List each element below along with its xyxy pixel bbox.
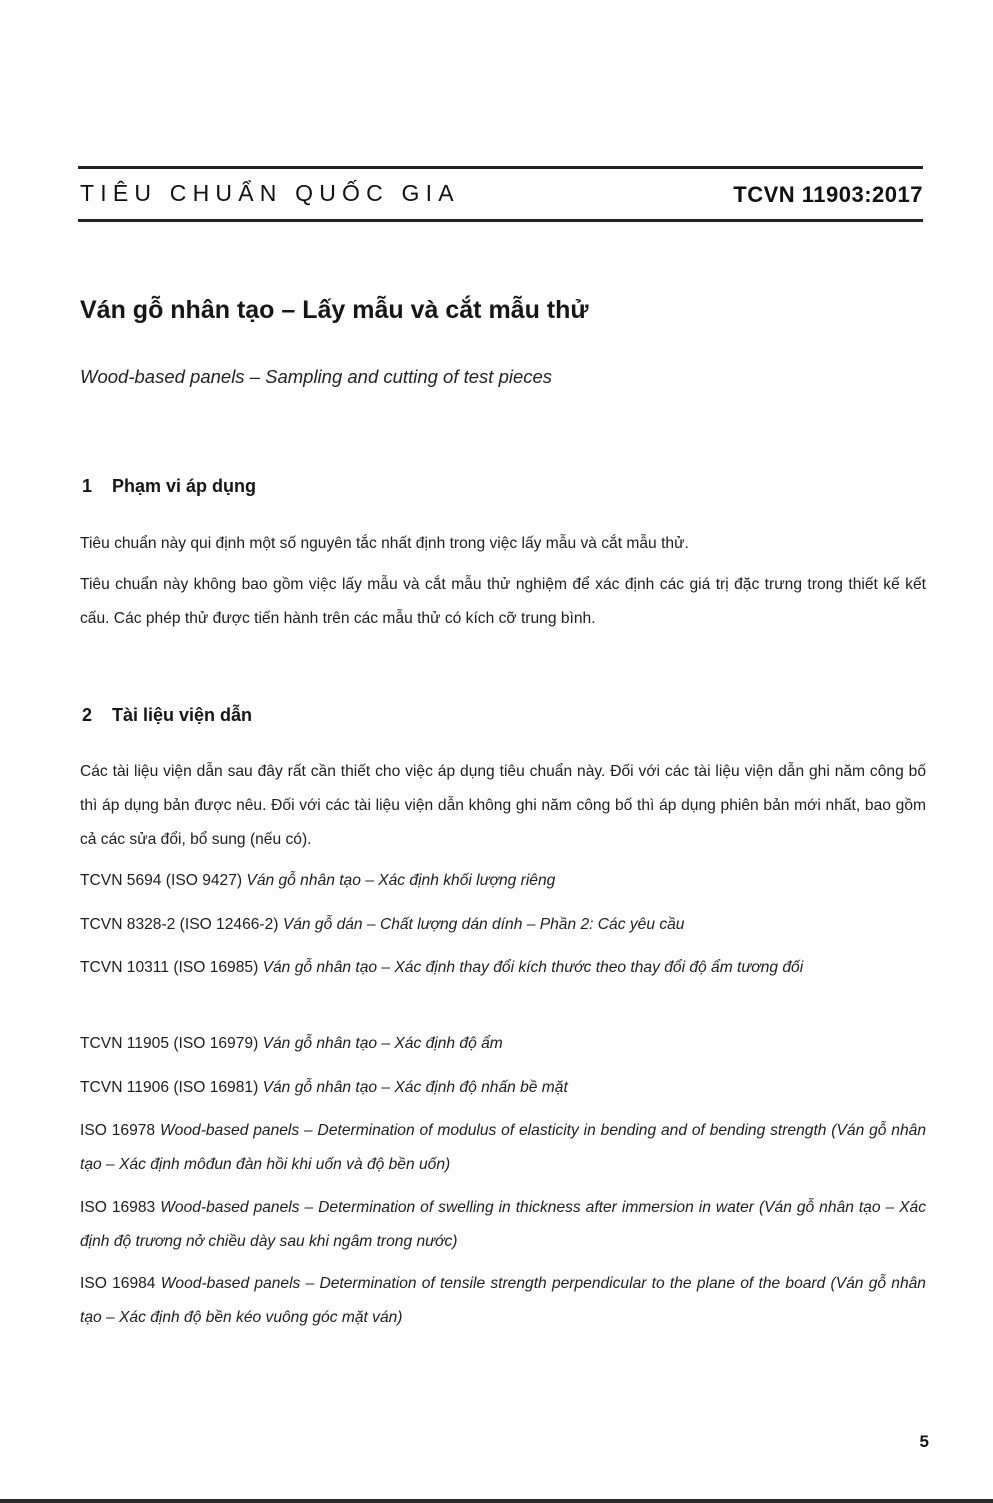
reference-title: Wood-based panels – Determination of modulus of elasticity in bending and of bending strength (Ván gỗ nhân tạo – Xác định môđun đàn hồi khi uốn và độ bền uốn): [80, 1122, 926, 1173]
section-title: Phạm vi áp dụng: [112, 476, 257, 496]
reference-item: [80, 864, 926, 898]
section-number: 2: [82, 705, 93, 725]
reference-code: TCVN 5694 (ISO 9427): [80, 872, 243, 889]
reference-item: [80, 908, 926, 942]
reference-item: [80, 951, 926, 985]
scope-paragraph-1: Tiêu chuẩn này qui định một số nguyên tắc nhất định trong việc lấy mẫu và cắt mẫu thử.: [80, 535, 689, 552]
reference-code: ISO 16983: [80, 1199, 156, 1216]
reference-title: Wood-based panels – Determination of tensile strength perpendicular to the plane of the board (Ván gỗ nhân tạo – Xác định độ bền kéo vuông góc mặt ván): [80, 1275, 926, 1326]
reference-code: TCVN 8328-2 (ISO 12466-2): [80, 916, 279, 933]
section-2-heading: [82, 705, 252, 726]
references-intro-paragraph: Các tài liệu viện dẫn sau đây rất cần thiết cho việc áp dụng tiêu chuẩn này. Đối với các tài liệu viện dẫn ghi năm công bố thì áp dụng bản được nêu. Đối với các tài liệu viện dẫn không ghi năm công bố thì áp dụng phiên bản mới nhất, bao gồm cả các sửa đổi, bổ sung (nếu có).: [80, 763, 926, 848]
header-bottom-rule: [78, 219, 923, 222]
reference-code: ISO 16984: [80, 1275, 156, 1292]
reference-item: [80, 1114, 926, 1182]
reference-code: TCVN 10311 (ISO 16985): [80, 959, 259, 976]
standard-code: TCVN 11903:2017: [733, 182, 923, 207]
header-top-rule: [78, 166, 923, 169]
scan-bottom-edge: [0, 1499, 993, 1503]
reference-item: [80, 1267, 926, 1335]
reference-title: Ván gỗ dán – Chất lượng dán dính – Phần 2: Các yêu cầu: [282, 916, 685, 933]
reference-title: Ván gỗ nhân tạo – Xác định thay đổi kích thước theo thay đổi độ ẩm tương đối: [262, 959, 804, 976]
scope-paragraph-2: Tiêu chuẩn này không bao gồm việc lấy mẫu và cắt mẫu thử nghiệm để xác định các giá trị đặc trưng trong thiết kế kết cấu. Các phép thử được tiến hành trên các mẫu thử có kích cỡ trung bình.: [80, 576, 926, 627]
reference-item: [80, 1071, 926, 1105]
reference-code: TCVN 11906 (ISO 16981): [80, 1079, 259, 1096]
document-title-vietnamese: Ván gỗ nhân tạo – Lấy mẫu và cắt mẫu thử: [80, 296, 589, 324]
standard-series-label: TIÊU CHUẨN QUỐC GIA: [80, 180, 460, 206]
reference-code: ISO 16978: [80, 1122, 156, 1139]
section-title: Tài liệu viện dẫn: [112, 705, 253, 725]
reference-item: [80, 1027, 926, 1061]
reference-item: [80, 1191, 926, 1259]
reference-title: Ván gỗ nhân tạo – Xác định khối lượng riêng: [246, 872, 556, 889]
reference-code: TCVN 11905 (ISO 16979): [80, 1035, 259, 1052]
document-title-english: Wood-based panels – Sampling and cutting of test pieces: [80, 366, 553, 387]
reference-title: Ván gỗ nhân tạo – Xác định độ ẩm: [262, 1035, 503, 1052]
reference-title: Wood-based panels – Determination of swelling in thickness after immersion in water (Ván gỗ nhân tạo – Xác định độ trương nở chiều dày sau khi ngâm trong nước): [80, 1199, 926, 1250]
page-number: 5: [919, 1432, 929, 1451]
reference-title: Ván gỗ nhân tạo – Xác định độ nhấn bề mặt: [262, 1079, 568, 1096]
section-1-heading: [82, 476, 256, 497]
section-number: 1: [82, 476, 93, 496]
